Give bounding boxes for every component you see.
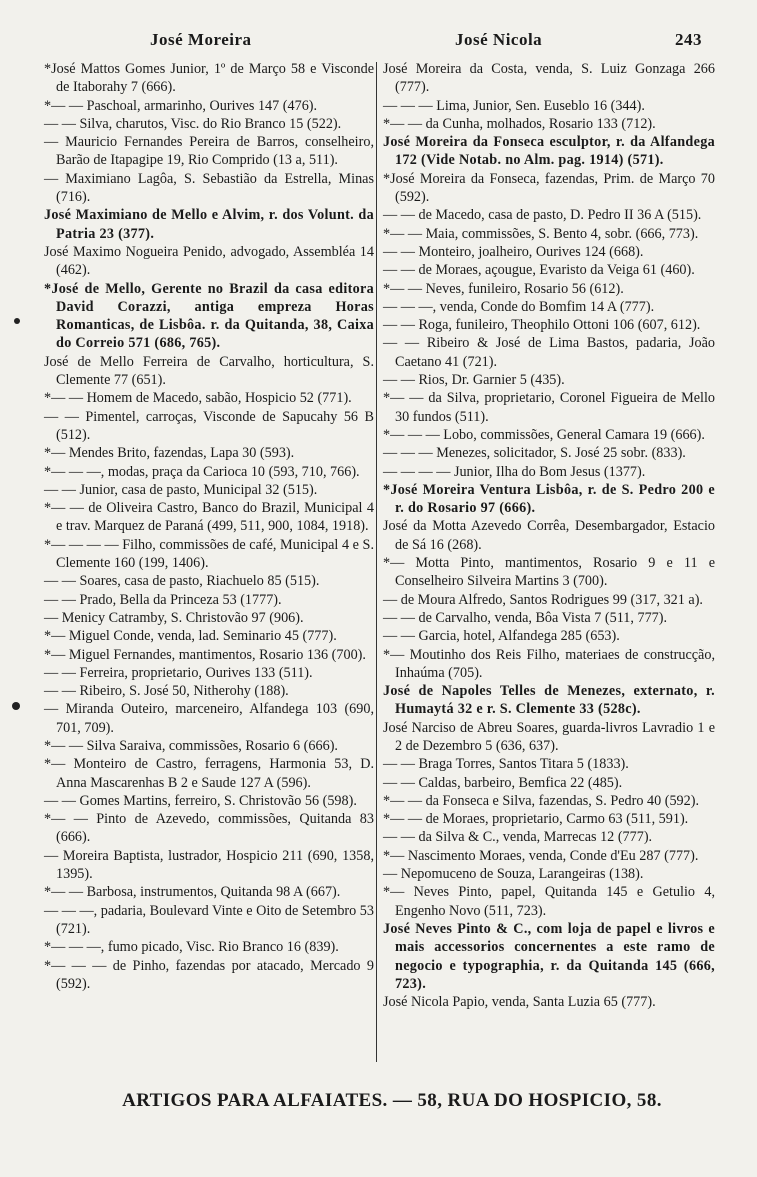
directory-entry: *— Mendes Brito, fazendas, Lapa 30 (593). (44, 445, 295, 462)
directory-entry: *— — da Silva, proprietario, Coronel Figueira de Mello 30 fundos (511). (383, 390, 715, 425)
directory-entry: — Nepomuceno de Souza, Larangeiras (138). (383, 866, 644, 883)
directory-entry: José Maximo Nogueira Penido, advogado, Assembléa 14 (462). (44, 243, 374, 279)
margin-mark (14, 318, 20, 324)
directory-entry: — — de Carvalho, venda, Bôa Vista 7 (511, 777). (383, 609, 668, 626)
directory-entry: — — Soares, casa de pasto, Riachuelo 85 (515). (44, 573, 320, 590)
directory-entry: — Mauricio Fernandes Pereira de Barros, conselheiro, Barão de Itapagipe 19, Rio Comprido (13 a, 511). (44, 134, 374, 169)
directory-entry: — — Monteiro, joalheiro, Ourives 124 (668). (383, 243, 644, 260)
directory-entry: *— — —, fumo picado, Visc. Rio Branco 16 (839). (44, 939, 339, 956)
directory-entry: *José de Mello, Gerente no Brazil da casa editora David Corazzi, antiga empreza Horas Romanticas, de Lisbôa. r. da Quitanda, 38, Caixa do Correio 571 (686, 765). (44, 280, 374, 352)
directory-entry: *— — Neves, funileiro, Rosario 56 (612). (383, 280, 624, 297)
directory-entry: *— — — — Filho, commissões de café, Municipal 4 e S. Clemente 160 (199, 1406). (44, 536, 374, 572)
directory-entry: *— — da Fonseca e Silva, fazendas, S. Pedro 40 (592). (383, 792, 699, 809)
directory-entry: *— — Silva Saraiva, commissões, Rosario 6 (666). (44, 737, 338, 754)
directory-entry: *— Moutinho dos Reis Filho, materiaes de construcção, Inhaúma (705). (383, 646, 715, 681)
directory-entry: — — Prado, Bella da Princeza 53 (1777). (44, 591, 282, 608)
directory-entry: José Nicola Papio, venda, Santa Luzia 65 (777). (383, 994, 656, 1011)
directory-entry: — — Caldas, barbeiro, Bemfica 22 (485). (383, 774, 623, 791)
directory-entry: — — —, padaria, Boulevard Vinte e Oito de Setembro 53 (721). (44, 902, 374, 937)
right-column (383, 60, 715, 1011)
column-divider (376, 62, 377, 1062)
directory-entry: *— — da Cunha, molhados, Rosario 133 (712). (383, 115, 656, 132)
directory-entry: *— Neves Pinto, papel, Quitanda 145 e Getulio 4, Engenho Novo (511, 723). (383, 884, 715, 919)
directory-entry: *— — Homem de Macedo, sabão, Hospicio 52 (771). (44, 390, 352, 407)
directory-entry: — — — Lima, Junior, Sen. Euseblo 16 (344). (383, 97, 645, 114)
directory-entry: — Menicy Catramby, S. Christovão 97 (906). (44, 609, 304, 626)
margin-mark (12, 702, 20, 710)
directory-entry: *— — de Moraes, proprietario, Carmo 63 (511, 591). (383, 811, 689, 828)
directory-entry: José da Motta Azevedo Corrêa, Desembargador, Estacio de Sá 16 (268). (383, 518, 715, 553)
directory-entry: *— — Barbosa, instrumentos, Quitanda 98 A (667). (44, 884, 341, 901)
advertisement-footer: ARTIGOS PARA ALFAIATES. — 58, RUA DO HOSPICIO, 58. (122, 1090, 662, 1111)
directory-entry: — Maximiano Lagôa, S. Sebastião da Estrella, Minas (716). (44, 170, 374, 206)
running-header-right: José Nicola (455, 30, 543, 49)
directory-entry: *José Mattos Gomes Junior, 1º de Março 58 e Visconde de Itaborahy 7 (666). (44, 61, 374, 96)
directory-entry: *— — de Oliveira Castro, Banco do Brazil, Municipal 4 e trav. Marquez de Paraná (499, 511, 900, 1084, 1918). (44, 500, 374, 535)
directory-entry: *— Miguel Conde, venda, lad. Seminario 45 (777). (44, 628, 337, 645)
directory-entry: — — Garcia, hotel, Alfandega 285 (653). (383, 628, 620, 645)
directory-entry: *— — Pinto de Azevedo, commissões, Quitanda 83 (666). (44, 811, 374, 846)
running-header-left: José Moreira (150, 30, 252, 49)
left-column (44, 60, 374, 993)
directory-entry: José de Napoles Telles de Menezes, externato, r. Humaytá 32 e r. S. Clemente 33 (528c). (383, 683, 715, 718)
directory-entry: *José Moreira Ventura Lisbôa, r. de S. Pedro 200 e r. do Rosario 97 (666). (383, 481, 715, 517)
directory-entry: — — — — Junior, Ilha do Bom Jesus (1377). (383, 463, 646, 480)
directory-entry: *José Moreira da Fonseca, fazendas, Prim. de Março 70 (592). (383, 170, 715, 206)
directory-entry: José Maximiano de Mello e Alvim, r. dos Volunt. da Patria 23 (377). (44, 207, 374, 242)
directory-entry: *— Monteiro de Castro, ferragens, Harmonia 53, D. Anna Mascarenhas B 2 e Saude 127 A (596). (44, 756, 374, 791)
directory-entry: — — Ribeiro & José de Lima Bastos, padaria, João Caetano 41 (721). (383, 335, 715, 370)
directory-entry: — — —, venda, Conde do Bomfim 14 A (777). (383, 298, 655, 315)
directory-entry: José Moreira da Fonseca esculptor, r. da Alfandega 172 (Vide Notab. no Alm. pag. 1914) (571). (383, 134, 715, 169)
directory-entry: — — de Macedo, casa de pasto, D. Pedro II 36 A (515). (383, 207, 702, 224)
directory-entry: — de Moura Alfredo, Santos Rodrigues 99 (317, 321 a). (383, 591, 703, 608)
directory-entry: — — da Silva & C., venda, Marrecas 12 (777). (383, 829, 653, 846)
directory-entry: — — Ferreira, proprietario, Ourives 133 (511). (44, 664, 313, 681)
directory-entry: — Miranda Outeiro, marceneiro, Alfandega 103 (690, 701, 709). (44, 701, 374, 736)
directory-entry: *— — Paschoal, armarinho, Ourives 147 (476). (44, 97, 318, 114)
directory-entry: — — — Menezes, solicitador, S. José 25 sobr. (833). (383, 445, 686, 462)
directory-entry: *— Miguel Fernandes, mantimentos, Rosario 136 (700). (44, 646, 366, 663)
directory-entry: *— — —, modas, praça da Carioca 10 (593, 710, 766). (44, 463, 360, 480)
directory-entry: *— Nascimento Moraes, venda, Conde d'Eu 287 (777). (383, 847, 699, 864)
directory-entry: — — de Moraes, açougue, Evaristo da Veiga 61 (460). (383, 262, 695, 279)
directory-entry: José Neves Pinto & C., com loja de papel e livros e mais accessorios concernentes a este ramo de negocio e typographia, r. da Quitanda 145 (666, 723). (383, 920, 715, 992)
directory-entry: *— Motta Pinto, mantimentos, Rosario 9 e 11 e Conselheiro Silveira Martins 3 (700). (383, 555, 715, 590)
directory-entry: — — Braga Torres, Santos Titara 5 (1833). (383, 756, 629, 773)
directory-entry: *— — Maia, commissões, S. Bento 4, sobr. (666, 773). (383, 225, 699, 242)
directory-entry: — — Ribeiro, S. José 50, Nitherohy (188). (44, 683, 289, 700)
directory-entry: José Narciso de Abreu Soares, guarda-livros Lavradio 1 e 2 de Dezembro 5 (636, 637). (383, 719, 715, 754)
page-number: 243 (675, 30, 702, 49)
directory-entry: *— — — de Pinho, fazendas por atacado, Mercado 9 (592). (44, 957, 374, 992)
directory-entry: — — Junior, casa de pasto, Municipal 32 (515). (44, 481, 318, 498)
directory-entry: — — Gomes Martins, ferreiro, S. Christovão 56 (598). (44, 792, 357, 809)
directory-entry: — — Silva, charutos, Visc. do Rio Branco 15 (522). (44, 115, 342, 132)
directory-entry: — — Roga, funileiro, Theophilo Ottoni 106 (607, 612). (383, 317, 701, 334)
directory-entry: — Moreira Baptista, lustrador, Hospicio 211 (690, 1358, 1395). (44, 847, 374, 883)
directory-entry: — — Rios, Dr. Garnier 5 (435). (383, 372, 565, 389)
directory-entry: — — Pimentel, carroças, Visconde de Sapucahy 56 B (512). (44, 408, 374, 443)
directory-entry: José Moreira da Costa, venda, S. Luiz Gonzaga 266 (777). (383, 61, 715, 96)
directory-entry: José de Mello Ferreira de Carvalho, horticultura, S. Clemente 77 (651). (44, 353, 374, 389)
directory-entry: *— — — Lobo, commissões, General Camara 19 (666). (383, 426, 705, 443)
